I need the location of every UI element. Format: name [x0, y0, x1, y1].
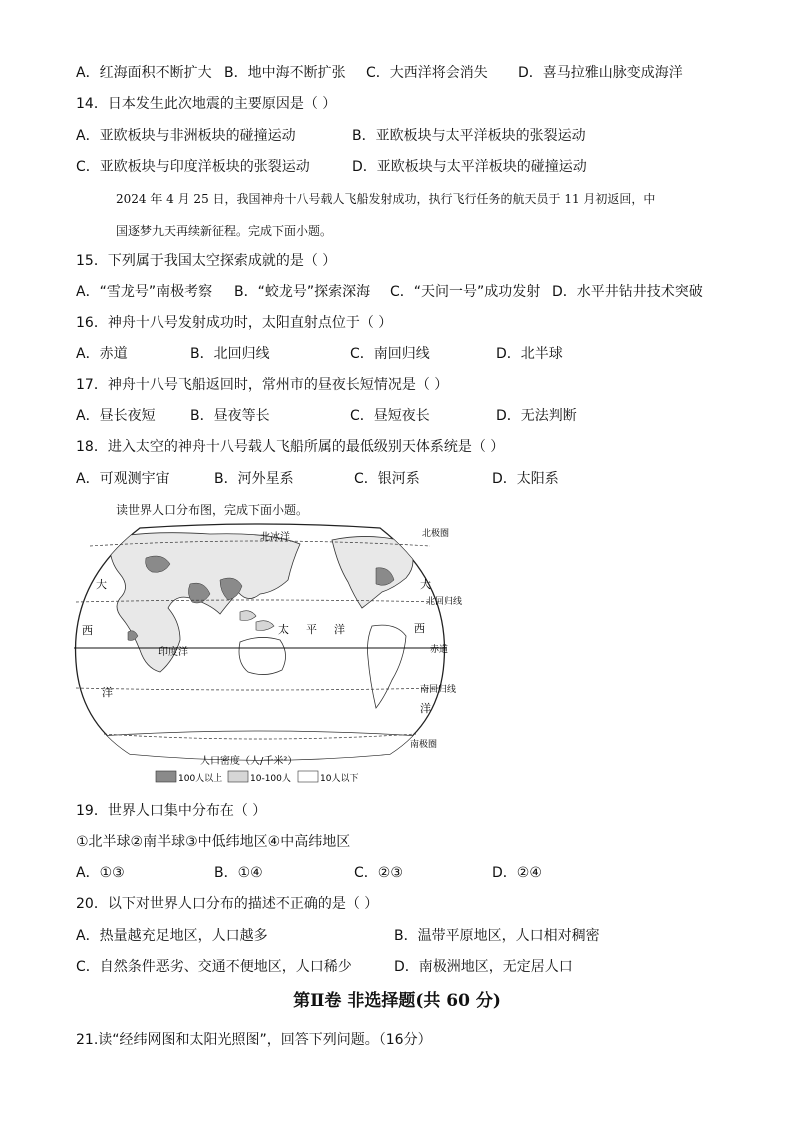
q15-option-c: C．“天问一号”成功发射: [390, 284, 541, 300]
pacific-label-3: 洋: [334, 623, 345, 636]
q19-stem: 19．世界人口集中分布在（ ）: [76, 803, 267, 819]
q20-option-b: B．温带平原地区，人口相对稠密: [394, 928, 600, 944]
q20-option-d: D．南极洲地区，无定居人口: [394, 959, 573, 975]
atlantic-left-1: 大: [96, 578, 107, 591]
q15-stem: 15．下列属于我国太空探索成就的是（ ）: [76, 253, 337, 269]
q14-option-b: B．亚欧板块与太平洋板块的张裂运动: [352, 128, 586, 144]
q14-option-c: C．亚欧板块与印度洋板块的张裂运动: [76, 159, 310, 175]
legend-label-mid: 10-100人: [250, 774, 291, 784]
q13-option-d: D．喜马拉雅山脉变成海洋: [518, 65, 683, 81]
passage-shenzhou-line1: 2024 年 4 月 25 日，我国神舟十八号载人飞船发射成功，执行飞行任务的航天员于 11 月初返回，中: [116, 192, 656, 206]
q16-option-b: B．北回归线: [190, 346, 270, 362]
q17-option-d: D．无法判断: [496, 408, 577, 424]
indian-ocean-label: 印度洋: [158, 647, 188, 658]
q17-stem: 17．神舟十八号飞船返回时，常州市的昼夜长短情况是（ ）: [76, 377, 449, 393]
q14-option-d: D．亚欧板块与太平洋板块的碰撞运动: [352, 159, 587, 175]
q17-option-c: C．昼短夜长: [350, 408, 430, 424]
q19-choices: ①北半球②南半球③中低纬地区④中高纬地区: [76, 834, 351, 850]
section-title: 第Ⅱ卷 非选择题(共 60 分): [293, 991, 501, 1011]
q15-option-b: B．“蛟龙号”探索深海: [234, 284, 371, 300]
q14-stem: 14．日本发生此次地震的主要原因是（ ）: [76, 96, 337, 112]
atlantic-right-2: 西: [414, 622, 425, 635]
q15-option-d: D．水平井钻井技术突破: [552, 284, 703, 300]
q13-option-c: C．大西洋将会消失: [366, 65, 488, 81]
tropic-capricorn-label: 南回归线: [420, 685, 457, 695]
q16-option-c: C．南回归线: [350, 346, 430, 362]
q18-option-c: C．银河系: [354, 471, 420, 487]
q18-stem: 18．进入太空的神舟十八号载人飞船所属的最低级别天体系统是（ ）: [76, 439, 505, 455]
q15-option-a: A．“雪龙号”南极考察: [76, 284, 213, 300]
q18-option-a: A．可观测宇宙: [76, 471, 170, 487]
legend-swatch-mid: [228, 771, 248, 782]
world-population-map: [70, 522, 463, 792]
q20-stem: 20．以下对世界人口分布的描述不正确的是（ ）: [76, 896, 379, 912]
q19-option-c: C．②③: [354, 865, 403, 881]
passage-shenzhou-line2: 国逐梦九天再续新征程。完成下面小题。: [116, 224, 333, 238]
atlantic-left-3: 洋: [102, 686, 113, 699]
antarctic-circle-label: 南极圈: [410, 740, 438, 750]
q18-option-d: D．太阳系: [492, 471, 559, 487]
q17-option-a: A．昼长夜短: [76, 408, 156, 424]
q16-option-a: A．赤道: [76, 346, 128, 362]
q20-option-a: A．热量越充足地区，人口越多: [76, 928, 268, 944]
arctic-circle-label: 北极圈: [422, 529, 450, 539]
tropic-cancer-label: 北回归线: [426, 597, 463, 607]
legend-title: 人口密度（人/千米²）: [200, 756, 298, 767]
passage-population-map: 读世界人口分布图，完成下面小题。: [116, 503, 309, 517]
pacific-label-2: 平: [306, 623, 317, 636]
legend-swatch-high: [156, 771, 176, 782]
q13-option-a: A．红海面积不断扩大: [76, 65, 212, 81]
equator-label: 赤道: [430, 645, 449, 655]
atlantic-right-1: 大: [420, 578, 431, 591]
legend-label-high: 100人以上: [178, 774, 223, 784]
arctic-ocean-label: 北冰洋: [260, 532, 290, 543]
legend-swatch-low: [298, 771, 318, 782]
q16-option-d: D．北半球: [496, 346, 563, 362]
q17-option-b: B．昼夜等长: [190, 408, 270, 424]
q19-option-a: A．①③: [76, 865, 125, 881]
q18-option-b: B．河外星系: [214, 471, 294, 487]
q14-option-a: A．亚欧板块与非洲板块的碰撞运动: [76, 128, 296, 144]
q19-option-d: D．②④: [492, 865, 542, 881]
q16-stem: 16．神舟十八号发射成功时，太阳直射点位于（ ）: [76, 315, 393, 331]
atlantic-left-2: 西: [82, 624, 93, 637]
legend-label-low: 10人以下: [320, 774, 359, 784]
q13-option-b: B．地中海不断扩张: [224, 65, 346, 81]
q20-option-c: C．自然条件恶劣、交通不便地区，人口稀少: [76, 959, 352, 975]
atlantic-right-3: 洋: [420, 702, 431, 715]
q19-option-b: B．①④: [214, 865, 263, 881]
pacific-label-1: 太: [278, 623, 289, 636]
q21-stem: 21.读“经纬网图和太阳光照图”，回答下列问题。（16分）: [76, 1032, 432, 1048]
